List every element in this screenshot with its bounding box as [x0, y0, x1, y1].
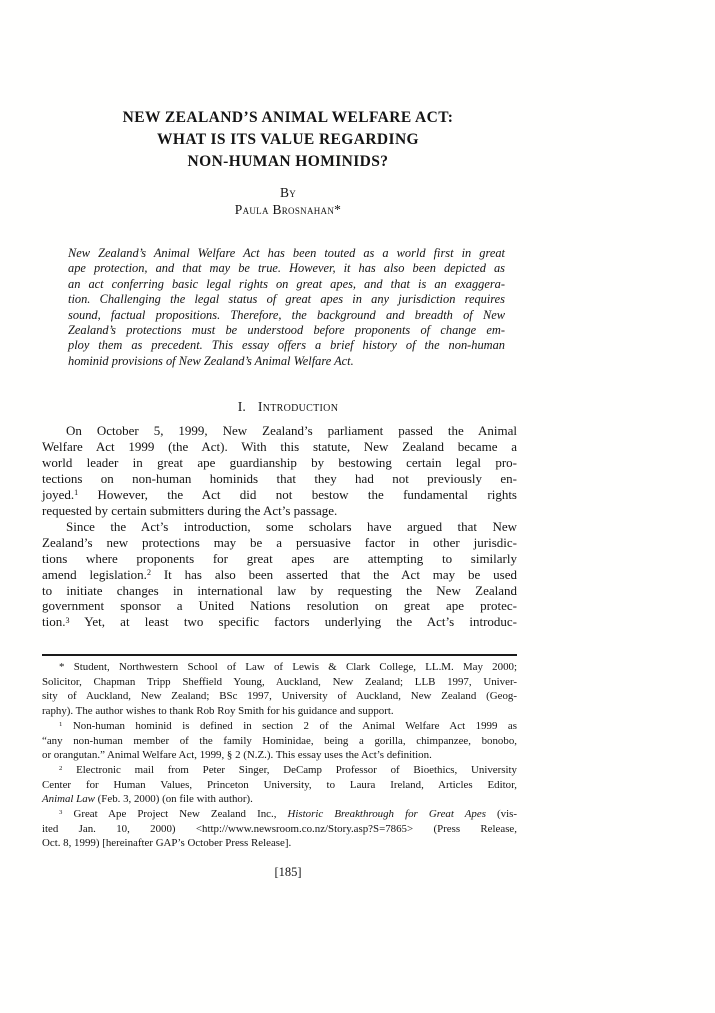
text-column [42, 0, 517, 1013]
footnotes [42, 660, 517, 851]
article-title-line-3: NON-HUMAN HOMINIDS? [187, 153, 389, 170]
article-title-line-1: NEW ZEALAND’S ANIMAL WELFARE ACT: [122, 109, 454, 126]
article-title-line-2: WHAT IS ITS VALUE REGARDING [156, 131, 420, 148]
body-text [42, 423, 517, 630]
page-number: [185] [274, 865, 302, 879]
article-title [42, 107, 517, 173]
footnote-3: $^3$ Great Ape Project New Zealand Inc., Historic Breakthrough for Great Apes (vis- ited Jan. 10, 2000) <http://www.newsroom.co.nz/Story.asp?S=7865> (Press Release, Oct. 8, 1999) [hereinafter GAP’s October Press Release]. [42, 808, 518, 850]
section-number: I. [237, 399, 246, 414]
body-paragraph-1: On October 5, 1999, New Zealand’s parliament passed the Animal Welfare Act 1999 (the Act). With this statute, New Zealand became a world leader in great ape guardianship by bestowing certain legal pro- tections on non-human hominids that they had not previously en- joyed.$^1$ However, the Act did not bestow the fundamental rights requested by certain submitters during the Act’s passage. [42, 423, 517, 518]
byline-prefix: By [279, 185, 297, 200]
footnote-1: $^1$ Non-human hominid is defined in section 2 of the Animal Welfare Act 1999 as “any non-human member of the family Hominidae, being a gorilla, chimpanzee, bonobo, or orangutan.” Animal Welfare Act, 1999, § 2 (N.Z.). This essay uses the Act’s definition. [42, 719, 517, 762]
footnote-2: $^2$ Electronic mail from Peter Singer, DeCamp Professor of Bioethics, University Center for Human Values, Princeton University, to Laura Ireland, Articles Editor, Animal Law (Feb. 3, 2000) (on file with author). [42, 763, 517, 806]
body-paragraph-2: Since the Act’s introduction, some scholars have argued that New Zealand’s new protections may be a persuasive factor in other jurisdic- tions where proponents for great apes are attempting to similarly amend legislation.$^2$ It has also been asserted that the Act may be used to initiate changes in international law by requesting the New Zealand government sponsor a United Nations resolution on great ape protec- tion.$^3$ Yet, at least two specific factors underlying the Act’s introduc- [42, 518, 518, 630]
byline [42, 184, 517, 218]
section-title: Introduction [257, 399, 339, 414]
abstract: New Zealand’s Animal Welfare Act has been touted as a world first in great ape protection, and that may be true. However, it has also been depicted as an act conferring basic legal rights on great apes, and that is an exaggera- tion. Challenging the legal status of great apes in any jurisdiction requires sound, factual propositions. Therefore, the background and breadth of New Zealand’s protections must be understood before proponents of change em- ploy them as precedent. This essay offers a brief history of the non-human hominid provisions of New Zealand’s Animal Welfare Act. [68, 246, 505, 368]
author-name: Paula Brosnahan* [234, 202, 342, 217]
footnote-star: * Student, Northwestern School of Law of Lewis & Clark College, LL.M. May 2000; Solicitor, Chapman Tripp Sheffield Young, Auckland, New Zealand; LLB 1997, Univer- sity of Auckland, New Zealand; BSc 1997, University of Auckland, New Zealand (Geog- raphy). The author wishes to thank Rob Roy Smith for his guidance and support. [42, 661, 517, 718]
section-heading [42, 399, 517, 415]
footnote-separator-rule [42, 654, 517, 656]
